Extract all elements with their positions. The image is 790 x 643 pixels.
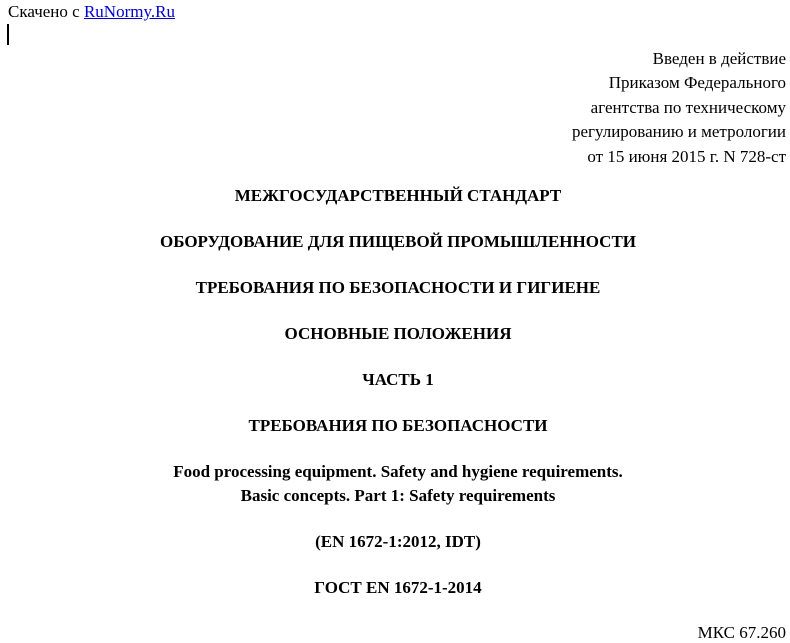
safety-heading: ТРЕБОВАНИЯ ПО БЕЗОПАСНОСТИ bbox=[248, 416, 548, 435]
enactment-line: регулированию и метрологии bbox=[571, 122, 786, 142]
runormy-link[interactable]: RuNormy.Ru bbox=[83, 2, 175, 21]
gost-designation: ГОСТ EN 1672-1-2014 bbox=[314, 578, 482, 597]
enactment-line: Приказом Федерального bbox=[608, 73, 786, 93]
download-source-line bbox=[8, 2, 175, 22]
mks-code: МКС 67.260 bbox=[697, 623, 786, 642]
text-cursor bbox=[7, 24, 9, 45]
enactment-line: Введен в действие bbox=[652, 49, 786, 68]
part-heading: ЧАСТЬ 1 bbox=[362, 370, 434, 389]
equipment-heading: ОБОРУДОВАНИЕ ДЛЯ ПИЩЕВОЙ ПРОМЫШЛЕННОСТИ bbox=[159, 232, 637, 251]
basics-heading: ОСНОВНЫЕ ПОЛОЖЕНИЯ bbox=[284, 324, 512, 343]
english-title-line2: Basic concepts. Part 1: Safety requirements bbox=[240, 486, 556, 505]
en-reference: (EN 1672-1:2012, IDT) bbox=[315, 532, 481, 551]
enactment-block bbox=[572, 47, 786, 169]
requirements-heading: ТРЕБОВАНИЯ ПО БЕЗОПАСНОСТИ И ГИГИЕНЕ bbox=[195, 278, 601, 297]
enactment-line: агентства по техническому bbox=[590, 97, 786, 117]
download-prefix: Скачено с bbox=[8, 2, 84, 21]
english-title-line1: Food processing equipment. Safety and hygiene requirements. bbox=[173, 462, 623, 481]
enactment-line: от 15 июня 2015 г. N 728-ст bbox=[587, 146, 786, 166]
standard-type-heading: МЕЖГОСУДАРСТВЕННЫЙ СТАНДАРТ bbox=[234, 186, 562, 205]
